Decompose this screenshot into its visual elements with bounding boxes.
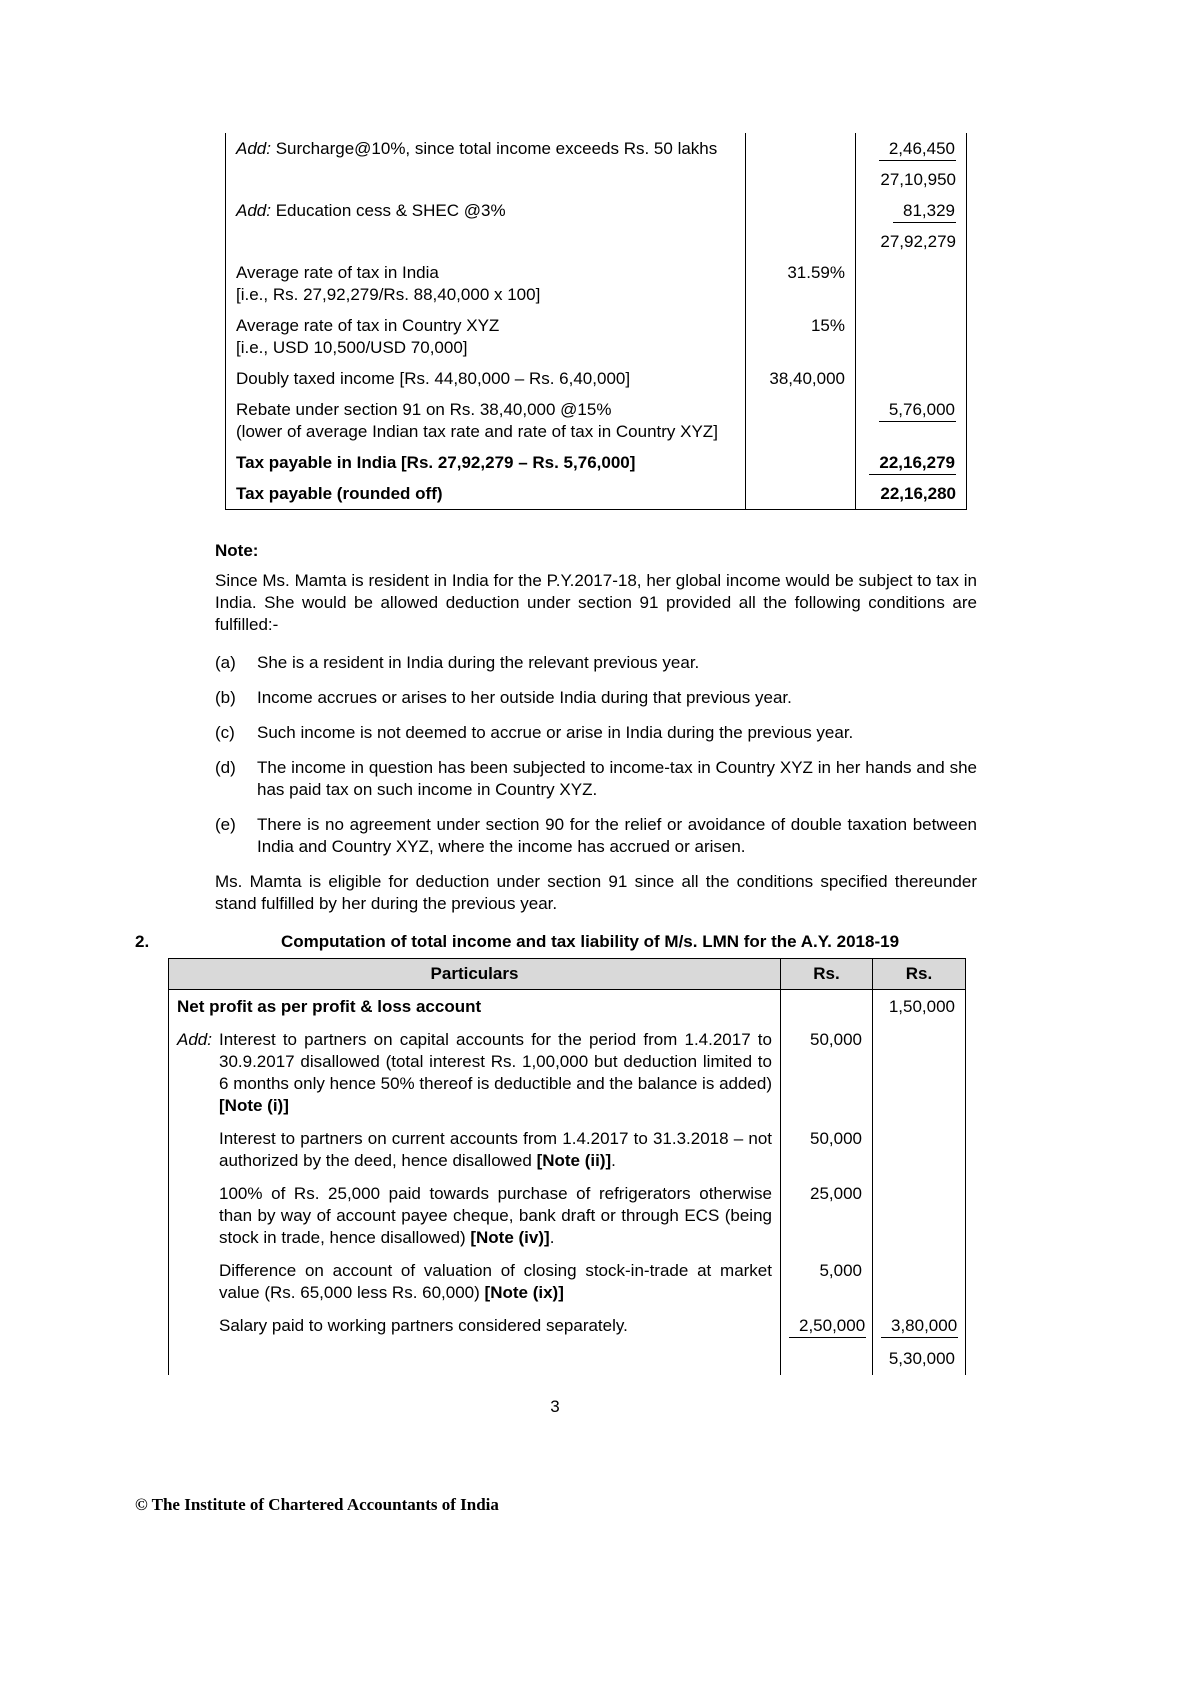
rate-amount-cell <box>746 195 856 226</box>
rate-amount-cell: 15% <box>746 310 856 363</box>
table-row <box>169 1309 966 1342</box>
amount-cell: 5,76,000 <box>856 394 967 447</box>
condition-item <box>215 652 977 674</box>
amount-cell <box>856 257 967 310</box>
particulars-cell: Tax payable in India [Rs. 27,92,279 – Rs. 5,76,000] <box>236 453 636 472</box>
particulars-cell: Difference on account of valuation of closing stock-in-trade at market value (Rs. 65,000 less Rs. 60,000) [Note (ix)] <box>219 1261 772 1302</box>
table-row <box>226 133 967 164</box>
particulars-cell <box>226 164 746 195</box>
table-row <box>169 1177 966 1254</box>
rate-amount-cell <box>746 133 856 164</box>
amount-cell <box>781 990 873 1024</box>
table-row <box>226 226 967 257</box>
condition-item <box>215 722 977 744</box>
condition-text: Income accrues or arises to her outside India during that previous year. <box>257 688 792 707</box>
column-header-rs-1: Rs. <box>781 959 873 990</box>
amount-cell: 50,000 <box>781 1122 873 1177</box>
table-row <box>226 310 967 363</box>
particulars-cell: Net profit as per profit & loss account <box>177 997 482 1016</box>
rate-amount-cell <box>746 394 856 447</box>
note-closing-paragraph: Ms. Mamta is eligible for deduction under section 91 since all the conditions specified thereunder stand fulfilled by her during the previous year. <box>215 872 977 913</box>
amount-cell: 50,000 <box>781 1023 873 1122</box>
amount-cell <box>873 1122 966 1177</box>
rate-amount-cell <box>746 447 856 478</box>
table-row <box>169 1122 966 1177</box>
note-intro-paragraph: Since Ms. Mamta is resident in India for the P.Y.2017-18, her global income would be subject to tax in India. She would be allowed deduction under section 91 provided all the following conditions are fulfilled:- <box>215 571 977 634</box>
amount-cell <box>856 310 967 363</box>
amount-cell: 22,16,279 <box>856 447 967 478</box>
particulars-cell: 100% of Rs. 25,000 paid towards purchase of refrigerators otherwise than by way of account payee cheque, bank draft or through ECS (being stock in trade, hence disallowed) [Note (iv)]. <box>219 1184 772 1247</box>
particulars-cell: Add: Interest to partners on capital accounts for the period from 1.4.2017 to 30.9.2017 disallowed (total interest Rs. 1,00,000 but deduction limited to 6 months only hence 50% thereof is deductible and the balance is added) [Note (i)] <box>177 1030 772 1115</box>
table-row-total <box>226 447 967 478</box>
condition-marker: (e) <box>215 815 236 834</box>
income-computation-table <box>168 958 966 1375</box>
rate-amount-cell <box>746 164 856 195</box>
amount-cell: 25,000 <box>781 1177 873 1254</box>
particulars-cell: Average rate of tax in Country XYZ [i.e., USD 10,500/USD 70,000] <box>236 316 500 357</box>
particulars-cell: Salary paid to working partners considered separately. <box>219 1316 628 1335</box>
condition-item <box>215 687 977 709</box>
table-row <box>169 1342 966 1375</box>
question-number: 2. <box>135 932 150 951</box>
condition-marker: (c) <box>215 723 235 742</box>
table-header-row <box>169 959 966 990</box>
section-heading <box>135 931 975 953</box>
amount-cell: 3,80,000 <box>873 1309 966 1342</box>
rate-amount-cell: 31.59% <box>746 257 856 310</box>
condition-marker: (b) <box>215 688 236 707</box>
copyright-notice: © The Institute of Chartered Accountants of India <box>135 1495 499 1514</box>
particulars-cell: Add: Surcharge@10%, since total income exceeds Rs. 50 lakhs <box>236 139 718 158</box>
amount-cell: 2,50,000 <box>781 1309 873 1342</box>
amount-cell: 27,10,950 <box>856 164 967 195</box>
particulars-cell: Rebate under section 91 on Rs. 38,40,000 @15% (lower of average Indian tax rate and rate of tax in Country XYZ] <box>236 400 718 441</box>
table-row <box>226 257 967 310</box>
column-header-particulars: Particulars <box>169 959 781 990</box>
amount-cell: 1,50,000 <box>873 990 966 1024</box>
condition-text: The income in question has been subjected to income-tax in Country XYZ in her hands and she has paid tax on such income in Country XYZ. <box>257 758 977 799</box>
rate-amount-cell: 38,40,000 <box>746 363 856 394</box>
amount-cell <box>873 1254 966 1309</box>
table-row <box>169 1023 966 1122</box>
table-row <box>169 1254 966 1309</box>
section-title: Computation of total income and tax liability of M/s. LMN for the A.Y. 2018-19 <box>280 932 900 951</box>
condition-text: Such income is not deemed to accrue or arise in India during the previous year. <box>257 723 854 742</box>
table-row <box>169 990 966 1024</box>
table-row <box>226 195 967 226</box>
table-row <box>226 394 967 447</box>
condition-marker: (d) <box>215 758 236 777</box>
particulars-cell: Add: Education cess & SHEC @3% <box>236 201 506 220</box>
particulars-cell <box>226 226 746 257</box>
rate-amount-cell <box>746 478 856 510</box>
amount-cell <box>856 363 967 394</box>
amount-cell <box>781 1342 873 1375</box>
condition-item <box>215 757 977 801</box>
condition-text: She is a resident in India during the relevant previous year. <box>257 653 700 672</box>
particulars-cell: Doubly taxed income [Rs. 44,80,000 – Rs. 6,40,000] <box>236 369 631 388</box>
particulars-cell <box>169 1342 781 1375</box>
condition-marker: (a) <box>215 653 236 672</box>
particulars-cell: Average rate of tax in India [i.e., Rs. 27,92,279/Rs. 88,40,000 x 100] <box>236 263 541 304</box>
note-section <box>215 540 977 915</box>
column-header-rs-2: Rs. <box>873 959 966 990</box>
table-row <box>226 363 967 394</box>
amount-cell: 2,46,450 <box>856 133 967 164</box>
page-number: 3 <box>550 1397 560 1416</box>
table-row-total <box>226 478 967 510</box>
tax-payable-computation-table <box>225 133 967 510</box>
amount-cell: 22,16,280 <box>856 478 967 510</box>
amount-cell: 27,92,279 <box>856 226 967 257</box>
amount-cell: 5,30,000 <box>873 1342 966 1375</box>
table-row <box>226 164 967 195</box>
amount-cell: 81,329 <box>856 195 967 226</box>
particulars-cell: Tax payable (rounded off) <box>236 484 443 503</box>
rate-amount-cell <box>746 226 856 257</box>
amount-cell: 5,000 <box>781 1254 873 1309</box>
note-heading: Note: <box>215 541 259 560</box>
condition-text: There is no agreement under section 90 for the relief or avoidance of double taxation between India and Country XYZ, where the income has accrued or arisen. <box>257 815 977 856</box>
amount-cell <box>873 1177 966 1254</box>
condition-item <box>215 814 977 858</box>
amount-cell <box>873 1023 966 1122</box>
particulars-cell: Interest to partners on current accounts from 1.4.2017 to 31.3.2018 – not authorized by the deed, hence disallowed [Note (ii)]. <box>219 1129 772 1170</box>
